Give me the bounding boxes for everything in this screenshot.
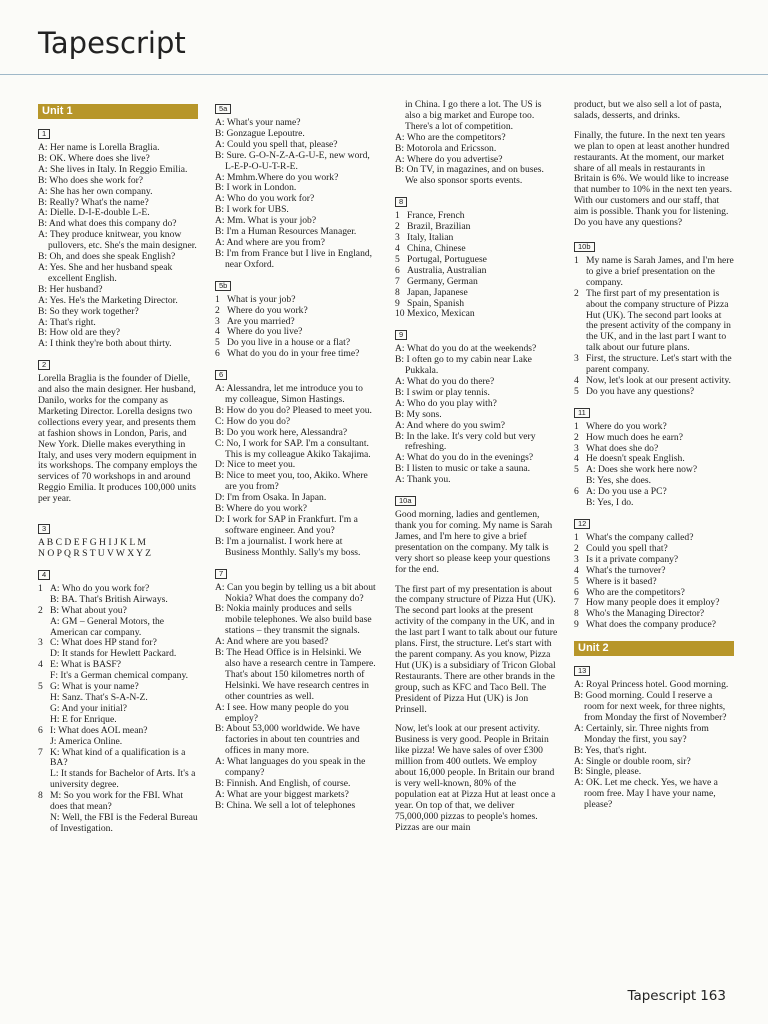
item-text: What does she do? [586, 442, 659, 454]
item-number: 1 [395, 210, 400, 222]
numbered-item [574, 354, 734, 376]
dialogue-line: B: How old are they? [38, 327, 121, 339]
section-number: 3 [38, 524, 50, 534]
item-text: What does the company produce? [586, 619, 716, 631]
section-number: 10a [395, 496, 416, 506]
item-number: 8 [574, 608, 579, 620]
numbered-item [574, 387, 734, 398]
item-text: How much does he earn? [586, 431, 683, 443]
section-number: 13 [574, 666, 590, 676]
item-text: My name is Sarah James, and I'm here to give a brief presentation on the company. [586, 254, 734, 288]
item-number: 4 [574, 374, 579, 386]
item-text: A: Does she work here now? [586, 464, 698, 476]
item-text: N: Well, the FBI is the Federal Bureau of Investigation. [50, 811, 198, 834]
section-number: 12 [574, 519, 590, 529]
dialogue-line: B: I swim or play tennis. [395, 386, 490, 398]
section-number: 5a [215, 104, 231, 114]
item-number: 6 [395, 264, 400, 276]
item-number: 4 [395, 242, 400, 254]
section-marker [574, 662, 734, 680]
dialogue-line: B: Finnish. And English, of course. [215, 777, 351, 789]
numbered-item [215, 295, 377, 306]
dialogue-line: B: Nokia mainly produces and sells mobile telephones. We also build base stations – they transmit the signals. [215, 603, 372, 637]
item-text: L: It stands for Bachelor of Arts. It's a university degree. [50, 768, 196, 791]
dialogue-line: A: Who do you work for? [215, 193, 315, 205]
item-number [38, 813, 50, 835]
dialogue-line: A: Mmhm.Where do you work? [215, 171, 339, 183]
item-text: J: America Online. [50, 735, 123, 747]
item-number: 9 [395, 297, 400, 309]
dialogue-line: A: She has her own company. [38, 185, 153, 197]
paragraph: Now, let's look at our present activity. Business is very good. People in Britain like pizza! We have sales of over £300 million from 400 outlets. We employ about 16,000 people. In Britain our brand is very well-known, 80% of the population eat at Pizza Hut at least once a year. On top of that, we deliver 75,000,000 pizzas to people's homes. Pizzas are our main [395, 723, 556, 833]
item-text: B: Yes, she does. [586, 475, 652, 487]
dialogue-line: A: OK. Let me check. Yes, we have a room free. May I have your name, please? [574, 777, 718, 811]
item-number: 7 [574, 597, 579, 609]
dialogue-line: A: Thank you. [395, 474, 451, 486]
numbered-item [574, 256, 734, 289]
item-number: 2 [215, 304, 220, 316]
item-text: What do you do in your free time? [227, 348, 360, 360]
dialogue-line: A: Yes. He's the Marketing Director. [38, 294, 178, 306]
dialogue-line: B: I work in London. [215, 182, 297, 194]
item-text: Portugal, Portuguese [407, 253, 487, 265]
dialogue-line: A: Could you spell that, please? [215, 138, 338, 150]
item-text: Where is it based? [586, 575, 657, 587]
dialogue-line: A: And where are you from? [215, 236, 326, 248]
item-text: The first part of my presentation is about the company structure of Pizza Hut (UK). The second part looks at the present activity of the company in the UK, and in the last part I want to talk about our future plans. [586, 287, 731, 354]
dialogue-line: B: Really? What's the name? [38, 196, 149, 208]
dialogue-line: B: I work for UBS. [215, 204, 289, 216]
item-number: 3 [215, 315, 220, 327]
section-number: 6 [215, 370, 227, 380]
item-text: What's the turnover? [586, 564, 666, 576]
item-text: Could you spell that? [586, 542, 668, 554]
page-footer [627, 988, 726, 1004]
dialogue-line: A: She lives in Italy. In Reggio Emilia. [38, 163, 188, 175]
dialogue-line: A: Can you begin by telling us a bit about Nokia? What does the company do? [215, 581, 376, 604]
dialogue-line: B: Motorola and Ericsson. [395, 142, 497, 154]
dialogue-line: D: I work for SAP in Frankfurt. I'm a software engineer. And you? [215, 514, 358, 536]
page-number: 163 [700, 988, 726, 1004]
item-text: China, Chinese [407, 242, 466, 254]
column-2 [215, 100, 377, 990]
numbered-item [215, 349, 377, 360]
text-line: in China. I go there a lot. The US is also a big market and Europe too. There's a lot of competition. [405, 100, 542, 132]
item-text: Brazil, Brazilian [407, 221, 471, 233]
item-number: 6 [38, 724, 43, 736]
title-rule [0, 74, 768, 75]
item-text: France, French [407, 210, 465, 222]
page-title: Tapescript [38, 26, 186, 60]
item-text: Is it a private company? [586, 553, 679, 565]
dialogue-line: B: OK. Where does she live? [38, 152, 150, 164]
item-number: 7 [395, 275, 400, 287]
dialogue-line: A: Dielle. D-I-E-double L-E. [38, 207, 150, 219]
item-number: 1 [215, 293, 220, 305]
unit-heading: Unit 1 [38, 104, 198, 119]
dialogue-line: C: How do you do? [215, 415, 291, 427]
dialogue-line: B: Oh, and does she speak English? [38, 251, 176, 263]
item-text: What is your job? [227, 293, 296, 305]
section-number: 4 [38, 570, 50, 580]
item-number: 4 [215, 326, 220, 338]
paragraph: Good morning, ladies and gentlemen, thank you for coming. My name is Sarah James, and I'm here to give a brief presentation on the company. My talk is very short so please keep your questions for the end. [395, 509, 553, 575]
dialogue-line: A: Single or double room, sir? [574, 755, 691, 767]
item-number: 2 [38, 604, 43, 616]
item-number: 8 [395, 286, 400, 298]
numbered-item [215, 306, 377, 317]
dialogue-line: B: About 53,000 worldwide. We have factories in about ten countries and offices in many more. [215, 723, 360, 757]
section-marker [574, 404, 734, 422]
item-text: Spain, Spanish [407, 297, 465, 309]
dialogue-line: B: Who does she work for? [38, 174, 144, 186]
numbered-item [574, 433, 734, 444]
item-text: G: What is your name? [50, 681, 139, 693]
dialogue-line: B: I listen to music or take a sauna. [395, 463, 531, 475]
item-number: 9 [574, 619, 579, 631]
numbered-item [574, 498, 734, 509]
item-text: H: Sanz. That's S-A-N-Z. [50, 691, 148, 703]
dialogue-line: B: Do you work here, Alessandra? [215, 426, 348, 438]
numbered-item [574, 566, 734, 577]
section-marker [38, 520, 198, 538]
section-marker [395, 492, 558, 510]
section-marker [215, 565, 377, 583]
paragraph: Lorella Braglia is the founder of Dielle, and also the main designer. Her husband, Danilo, works for the company as Marketing Director. Lorella designs two collections every year, and presents them at fashion shows in London, Paris, and New York. Dielle makes everything in Italy, and uses very modern equipment in its workshops. The company employs the services of 70 workshops in and around Reggio Emilia. It produces 100,000 units per year. [38, 373, 198, 505]
item-number: 1 [574, 254, 579, 266]
dialogue-line: A: That's right. [38, 316, 96, 328]
item-text: Are you married? [227, 315, 295, 327]
dialogue-line: B: My sons. [395, 408, 442, 420]
section-number: 7 [215, 569, 227, 579]
dialogue-line: B: And what does this company do? [38, 218, 177, 230]
item-text: Where do you live? [227, 326, 303, 338]
item-text: Japan, Japanese [407, 286, 468, 298]
section-number: 1 [38, 129, 50, 139]
numbered-item [38, 726, 198, 737]
dialogue-line: C: No, I work for SAP. I'm a consultant. This is my colleague Akiko Takajima. [215, 437, 371, 460]
item-number [574, 498, 586, 509]
dialogue-line: A: And where are you based? [215, 636, 329, 648]
text-line: N O P Q R S T U V W X Y Z [38, 548, 152, 559]
spacer [574, 631, 734, 637]
column-4 [574, 100, 734, 990]
item-number: 1 [38, 582, 43, 594]
paragraph: product, but we also sell a lot of pasta, salads, desserts, and drinks. [574, 100, 722, 121]
dialogue-line: A: Where do you advertise? [395, 153, 503, 165]
item-number: 2 [574, 542, 579, 554]
dialogue-line: A: What's your name? [215, 117, 301, 128]
item-text: B: Yes, I do. [586, 497, 634, 509]
item-text: Do you have any questions? [586, 385, 695, 397]
column-3 [395, 100, 558, 990]
item-text: A: Who do you work for? [50, 582, 150, 594]
numbered-item [574, 620, 734, 631]
numbered-item [38, 737, 198, 748]
item-number: 7 [38, 746, 43, 758]
dialogue-line: A: And where do you swim? [395, 419, 506, 431]
section-marker [38, 566, 198, 584]
dialogue-line: B: I'm a journalist. I work here at Business Monthly. Sally's my boss. [215, 535, 361, 558]
item-number: 2 [395, 221, 400, 233]
dialogue-line: D: I'm from Osaka. In Japan. [215, 492, 327, 504]
dialogue-line: A: What languages do you speak in the company? [215, 756, 366, 779]
dialogue-line: B: In the lake. It's very cold but very refreshing. [395, 430, 536, 453]
numbered-item [574, 289, 734, 354]
item-number: 8 [38, 790, 43, 802]
numbered-item [38, 813, 198, 835]
section-number: 11 [574, 408, 590, 418]
column-1 [38, 100, 198, 990]
dialogue-line: B: Sure. G-O-N-Z-A-G-U-E, new word, L-E-P-O-U-T-R-E. [215, 149, 370, 172]
item-number: 3 [574, 442, 579, 454]
dialogue-line: A: Who do you play with? [395, 397, 497, 409]
dialogue-line: A: Royal Princess hotel. Good morning. [574, 679, 729, 691]
item-number: 2 [574, 431, 579, 443]
item-text: Who are the competitors? [586, 586, 685, 598]
section-number: 9 [395, 330, 407, 340]
item-text: How many people does it employ? [586, 597, 720, 609]
item-number [38, 769, 50, 791]
dialogue-line: A: Mm. What is your job? [215, 215, 317, 227]
dialogue-line: A: Yes. She and her husband speak excellent English. [38, 261, 173, 284]
numbered-item [38, 617, 198, 639]
item-text: What's the company called? [586, 532, 694, 543]
section-number: 10b [574, 242, 595, 252]
dialogue-line: B: So they work together? [38, 305, 139, 317]
section-number: 5b [215, 281, 231, 291]
section-marker [215, 277, 377, 295]
item-text: A: GM – General Motors, the American car company. [50, 615, 165, 638]
dialogue-line: A: What do you do at the weekends? [395, 343, 537, 355]
section-marker [395, 193, 558, 211]
dialogue-line: B: I'm from France but I live in England, near Oxford. [215, 247, 373, 270]
item-text: I: What does AOL mean? [50, 724, 148, 736]
dialogue-line: B: How do you do? Pleased to meet you. [215, 404, 372, 416]
dialogue-line: B: Yes, that's right. [574, 744, 647, 756]
section-marker [395, 326, 558, 344]
item-text: M: So you work for the FBI. What does that mean? [50, 790, 184, 813]
item-number: 2 [574, 287, 579, 299]
dialogue-line: B: Nice to meet you, too, Akiko. Where are you from? [215, 470, 368, 493]
item-text: Who's the Managing Director? [586, 608, 705, 620]
numbered-item [395, 277, 558, 288]
dialogue-line: A: Certainly, sir. Three nights from Monday the first, you say? [574, 722, 709, 745]
item-number: 6 [574, 586, 579, 598]
item-number: 3 [38, 637, 43, 649]
dialogue-line: B: The Head Office is in Helsinki. We also have a research centre in Tampere. That's about 150 kilometres north of Helsinki. We have research centres in other countries as well. [215, 647, 376, 702]
item-text: K: What kind of a qualification is a BA? [50, 746, 186, 769]
section-marker [38, 125, 198, 143]
dialogue-line: B: Single, please. [574, 766, 642, 778]
item-text: D: It stands for Hewlett Packard. [50, 648, 177, 660]
item-number [38, 693, 50, 704]
item-number: 3 [395, 232, 400, 244]
dialogue-line: B: Where do you work? [215, 503, 308, 515]
item-number: 4 [574, 453, 579, 465]
item-number: 5 [38, 681, 43, 693]
dialogue-line: A: I see. How many people do you employ? [215, 701, 349, 724]
numbered-item [38, 769, 198, 791]
item-text: First, the structure. Let's start with the parent company. [586, 353, 732, 376]
item-text: F: It's a German chemical company. [50, 670, 189, 682]
item-text: B: BA. That's British Airways. [50, 593, 168, 605]
section-marker [215, 100, 377, 118]
item-text: B: What about you? [50, 604, 127, 616]
item-number [38, 617, 50, 639]
item-text: Germany, German [407, 275, 478, 287]
dialogue-line: A: I think they're both about thirty. [38, 338, 172, 350]
item-number: 4 [38, 659, 43, 671]
item-number: 3 [574, 353, 579, 365]
dialogue-line: A: What do you do in the evenings? [395, 452, 534, 464]
dialogue-line: A: Who are the competitors? [395, 131, 506, 143]
item-text: Do you live in a house or a flat? [227, 337, 351, 349]
item-number: 5 [215, 337, 220, 349]
dialogue-line: B: I often go to my cabin near Lake Pukkala. [395, 354, 532, 377]
footer-label: Tapescript [627, 988, 697, 1004]
section-marker [574, 238, 734, 256]
item-number: 3 [574, 553, 579, 565]
item-number: 4 [574, 564, 579, 576]
section-marker [215, 366, 377, 384]
item-number: 5 [574, 385, 579, 397]
numbered-item [395, 288, 558, 299]
item-text: Now, let's look at our present activity. [586, 374, 731, 386]
dialogue-line: A: They produce knitwear, you know pullovers, etc. She's the main designer. [38, 229, 197, 252]
item-text: A: Do you use a PC? [586, 486, 667, 498]
item-number [38, 704, 50, 715]
item-number: 5 [574, 575, 579, 587]
item-number: 6 [574, 486, 579, 498]
numbered-item [38, 748, 198, 770]
item-text: H: E for Enrique. [50, 713, 117, 725]
numbered-item [574, 577, 734, 588]
item-number: 1 [574, 420, 579, 432]
dialogue-line: A: Her name is Lorella Braglia. [38, 142, 160, 153]
section-number: 2 [38, 360, 50, 370]
dialogue-line: B: Gonzague Lepoutre. [215, 127, 305, 139]
dialogue-line: B: Her husband? [38, 283, 103, 295]
item-text: Australia, Australian [407, 264, 487, 276]
numbered-item [38, 791, 198, 813]
item-number: 6 [215, 348, 220, 360]
dialogue-line: A: What do you do there? [395, 376, 495, 388]
item-text: He doesn't speak English. [586, 453, 685, 465]
dialogue-line: D: Nice to meet you. [215, 459, 296, 471]
dialogue-line: B: I'm a Human Resources Manager. [215, 226, 357, 238]
paragraph: Finally, the future. In the next ten years we plan to open at least another hundred restaurants. At the moment, our market share of all meals in restaurants in Britain is 6%. We would like to increase that number to 10% in the next ten years. With our customers and our staff, that aim is possible. Thank you for listening. Do you have any questions? [574, 129, 732, 229]
unit-heading: Unit 2 [574, 641, 734, 656]
text-line: A B C D E F G H I J K L M [38, 537, 146, 549]
section-number: 8 [395, 197, 407, 207]
dialogue-line: A: What are your biggest markets? [215, 788, 349, 800]
item-text: Where do you work? [227, 304, 308, 316]
section-marker [38, 356, 198, 374]
item-number: 5 [395, 253, 400, 265]
item-number [38, 737, 50, 748]
dialogue-line: A: Alessandra, let me introduce you to my colleague, Simon Hastings. [215, 383, 363, 406]
item-number: 1 [574, 532, 579, 543]
paragraph: The first part of my presentation is about the company structure of Pizza Hut (UK). The second part looks at the present activity of the company in the UK, and in the last part I want to talk about our future plans. First, the structure. Let's start with the parent company. As you know, Pizza Hut (UK) is a subsidiary of Tricon Global Restaurants. There are other brands in the group, such as KFC and Taco Bell. The President of Pizza Hut (UK) is Jon Prinsell. [395, 583, 558, 715]
item-text: Italy, Italian [407, 232, 454, 244]
item-text: G: And your initial? [50, 702, 128, 714]
item-text: C: What does HP stand for? [50, 637, 157, 649]
item-text: Where do you work? [586, 420, 667, 432]
section-marker [574, 515, 734, 533]
item-number: 5 [574, 464, 579, 476]
numbered-item [395, 309, 558, 320]
dialogue-line: B: On TV, in magazines, and on buses. We also sponsor sports events. [395, 164, 544, 187]
item-text: E: What is BASF? [50, 659, 121, 671]
numbered-item [38, 606, 198, 617]
item-number: 10 [395, 308, 405, 320]
dialogue-line: B: China. We sell a lot of telephones [215, 799, 356, 811]
dialogue-line: B: Good morning. Could I reserve a room for next week, for three nights, from Monday the first of November? [574, 690, 727, 723]
item-text: Mexico, Mexican [407, 308, 475, 320]
